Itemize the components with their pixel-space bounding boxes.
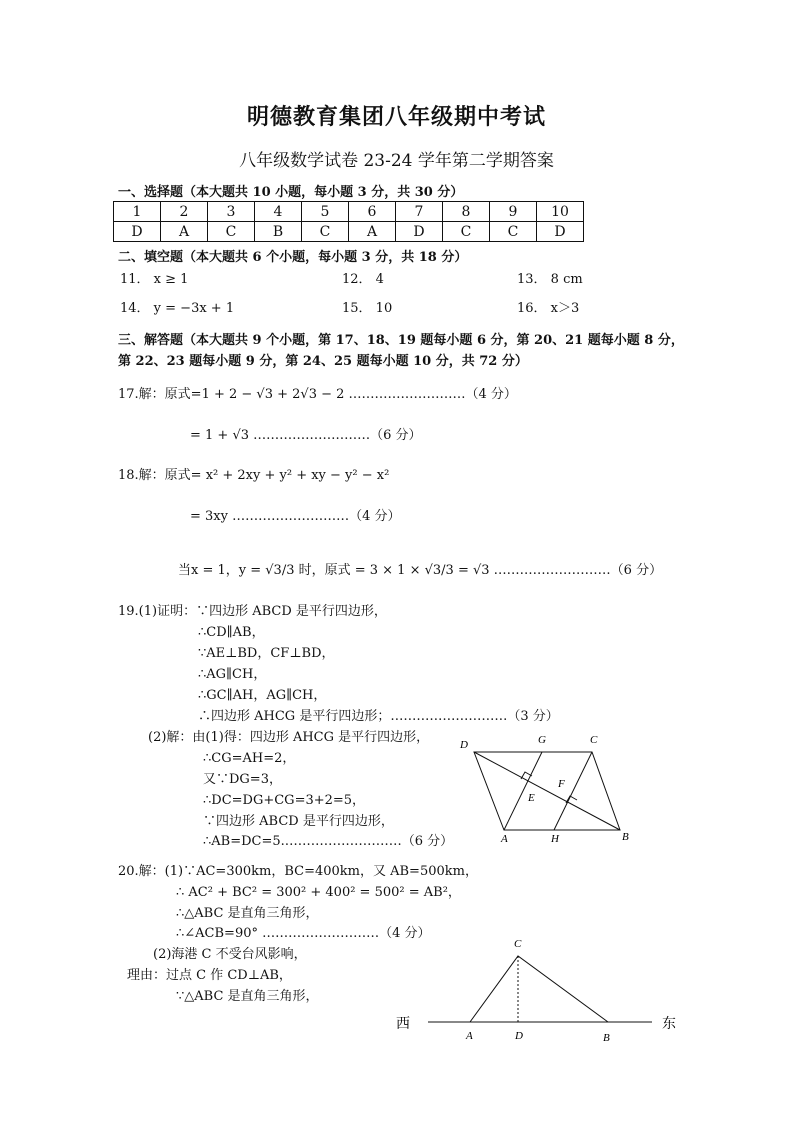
q18-line1: 18.解：原式= x² + 2xy + y² + xy − y² − x² — [118, 468, 390, 483]
q20-line: ∵△ABC 是直角三角形， — [176, 989, 319, 1004]
table-cell: D — [114, 222, 161, 242]
fill-answer-13: 13． 8 cm — [517, 272, 583, 287]
q19-line: 19.(1)证明：∵四边形 ABCD 是平行四边形， — [118, 604, 387, 619]
direction-west-label: 西 — [396, 1017, 410, 1032]
figure-label: A — [501, 833, 508, 845]
parallelogram-figure — [450, 730, 640, 845]
q19-line: ∴GC∥AH，AG∥CH， — [198, 688, 327, 703]
section3-heading-line2: 第 22、23 题每小题 9 分，第 24、25 题每小题 10 分，共 72 分） — [118, 354, 528, 369]
q19-line: 又∵DG=3， — [203, 772, 282, 787]
direction-east-label: 东 — [662, 1017, 676, 1032]
q20-line: ∴ AC² + BC² = 300² + 400² = 500² = AB²， — [176, 885, 461, 900]
fill-answer-16: 16． x＞3 — [517, 301, 580, 316]
table-cell: A — [349, 222, 396, 242]
section2-heading: 二、填空题（本大题共 6 个小题，每小题 3 分，共 18 分） — [118, 250, 468, 265]
table-cell: 1 — [114, 202, 161, 222]
figure-label: B — [603, 1032, 610, 1044]
table-cell: C — [208, 222, 255, 242]
triangle-abc — [470, 956, 608, 1022]
figure-label: F — [558, 778, 565, 790]
page-subtitle: 八年级数学试卷 23-24 学年第二学期答案 — [239, 151, 554, 171]
table-cell: 7 — [396, 202, 443, 222]
q19-line: ∴四边形 AHCG 是平行四边形；………………………（3 分） — [198, 709, 559, 724]
figure-label: G — [538, 734, 546, 746]
section3-heading-line1: 三、解答题（本大题共 9 个小题，第 17、18、19 题每小题 6 分，第 20、21 题每小题 8 分， — [118, 333, 684, 348]
q20-line: (2)海港 C 不受台风影响， — [153, 947, 307, 962]
segment-ch — [554, 752, 592, 830]
table-cell: C — [443, 222, 490, 242]
q19-line: ∴AB=DC=5.………………………（6 分） — [203, 834, 454, 849]
figure-label: D — [515, 1030, 523, 1042]
figure-label: D — [460, 739, 468, 751]
table-cell: 4 — [255, 202, 302, 222]
table-cell: C — [302, 222, 349, 242]
q18-line2: = 3xy ………………………（4 分） — [190, 509, 401, 524]
q18-line3: 当x = 1，y = √3/3 时，原式 = 3 × 1 × √3/3 = √3 ………………………（6 分） — [178, 563, 663, 578]
figure-label: H — [551, 833, 559, 845]
figure-label: A — [466, 1030, 473, 1042]
diagonal-bd — [474, 752, 620, 830]
answer-table — [113, 201, 584, 242]
q19-line: ∴CD∥AB， — [198, 625, 265, 640]
table-cell: 3 — [208, 202, 255, 222]
table-cell: 9 — [490, 202, 537, 222]
triangle-figure — [390, 935, 690, 1050]
page-title: 明德教育集团八年级期中考试 — [246, 104, 546, 130]
fill-answer-12: 12． 4 — [342, 272, 384, 287]
figure-label: E — [528, 792, 535, 804]
table-cell: 10 — [537, 202, 584, 222]
section1-heading: 一、选择题（本大题共 10 小题，每小题 3 分，共 30 分） — [118, 185, 464, 200]
table-cell: 5 — [302, 202, 349, 222]
figure-label: C — [514, 938, 522, 950]
table-cell: A — [161, 222, 208, 242]
q17-line1: 17.解：原式=1 + 2 − √3 + 2√3 − 2 ………………………（4 分） — [118, 387, 517, 402]
fill-answer-15: 15． 10 — [342, 301, 393, 316]
table-row — [114, 202, 584, 222]
table-cell: C — [490, 222, 537, 242]
table-cell: 8 — [443, 202, 490, 222]
figure-label: C — [590, 734, 598, 746]
q20-line: 理由：过点 C 作 CD⊥AB， — [127, 968, 292, 983]
q19-line: ∴AG∥CH， — [198, 667, 267, 682]
q20-line: 20.解：(1)∵AC=300km，BC=400km，又 AB=500km， — [118, 864, 478, 879]
table-cell: B — [255, 222, 302, 242]
q19-line: ∴DC=DG+CG=3+2=5， — [203, 793, 366, 808]
fill-answer-11: 11． x ≥ 1 — [120, 272, 189, 287]
table-cell: D — [537, 222, 584, 242]
fill-answer-14: 14． y = −3x + 1 — [120, 301, 235, 316]
table-cell: D — [396, 222, 443, 242]
table-cell: 6 — [349, 202, 396, 222]
q20-line: ∴△ABC 是直角三角形， — [176, 906, 319, 921]
table-row — [114, 222, 584, 242]
table-cell: 2 — [161, 202, 208, 222]
q19-line: ∵AE⊥BD，CF⊥BD， — [198, 646, 335, 661]
q17-line2: = 1 + √3 ………………………（6 分） — [190, 428, 422, 443]
q20-line: ∴∠ACB=90° ………………………（4 分） — [176, 926, 431, 941]
q19-line: ∴CG=AH=2， — [203, 751, 296, 766]
q19-line: ∵四边形 ABCD 是平行四边形， — [203, 814, 394, 829]
segment-ag — [504, 752, 542, 830]
figure-label: B — [622, 831, 629, 843]
q19-line: (2)解：由(1)得：四边形 AHCG 是平行四边形， — [148, 730, 430, 745]
